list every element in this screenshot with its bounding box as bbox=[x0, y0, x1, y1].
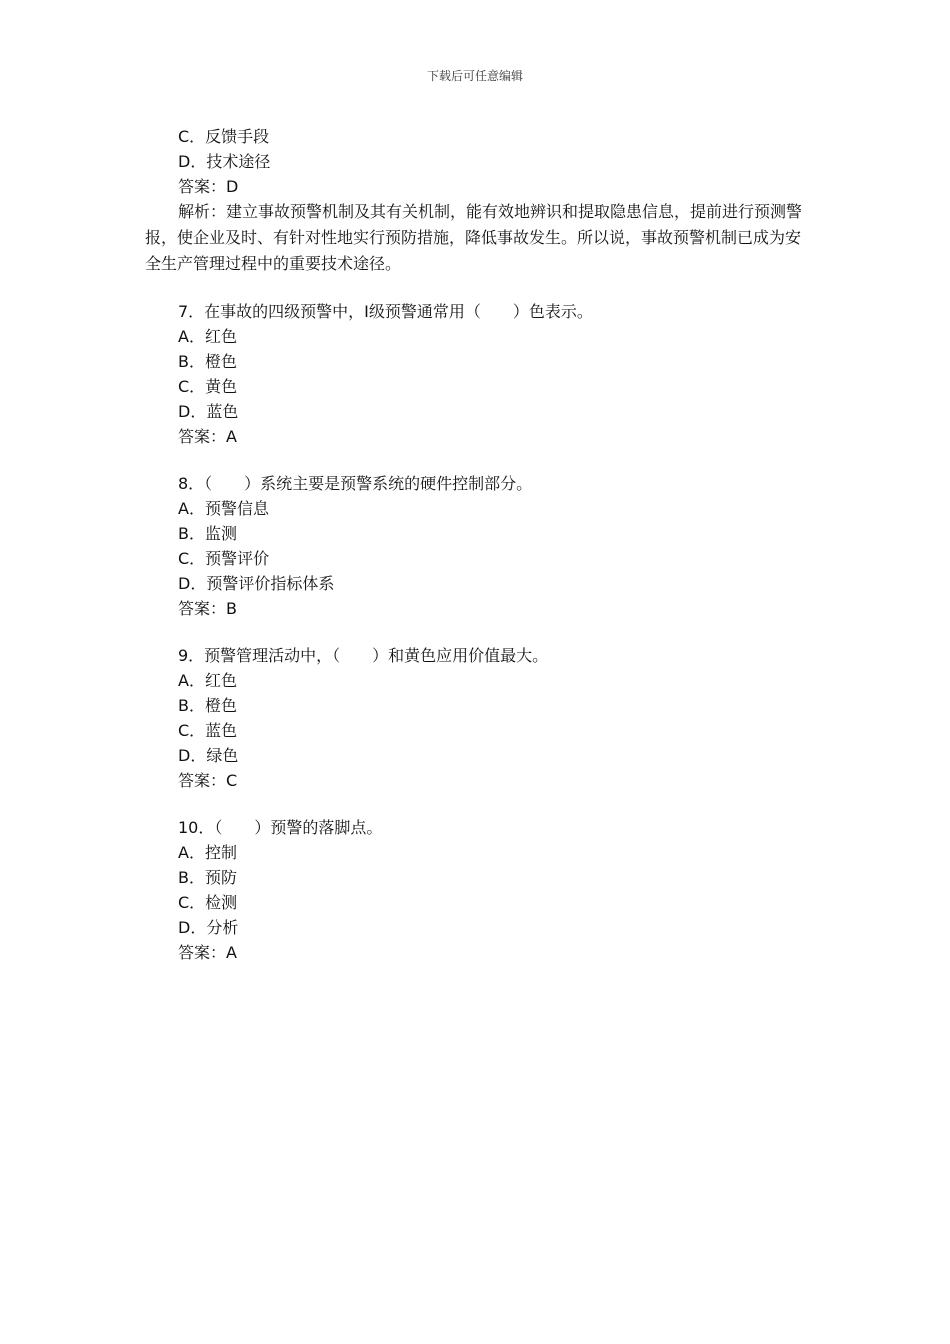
option-b: B．预防 bbox=[178, 868, 237, 887]
option-c: C．检测 bbox=[178, 893, 238, 912]
option-d: D．技术途径 bbox=[178, 152, 271, 171]
document-body bbox=[145, 124, 805, 965]
option-a: A．红色 bbox=[178, 671, 237, 690]
option-b: B．监测 bbox=[178, 524, 237, 543]
option-d: D．绿色 bbox=[178, 746, 239, 765]
option-a: A．控制 bbox=[178, 843, 237, 862]
question-stem: 9．预警管理活动中，（ ）和黄色应用价值最大。 bbox=[178, 646, 549, 665]
option-d: D．预警评价指标体系 bbox=[178, 574, 335, 593]
question-8 bbox=[145, 471, 805, 621]
option-d: D．分析 bbox=[178, 918, 239, 937]
option-c: C．反馈手段 bbox=[178, 127, 270, 146]
answer: 答案：D bbox=[178, 177, 239, 196]
option-a: A．预警信息 bbox=[178, 499, 269, 518]
option-d: D．蓝色 bbox=[178, 402, 239, 421]
answer: 答案：C bbox=[178, 771, 238, 790]
previous-question-tail bbox=[145, 124, 805, 277]
option-c: C．蓝色 bbox=[178, 721, 238, 740]
question-stem: 10．（ ）预警的落脚点。 bbox=[178, 818, 383, 837]
answer: 答案：A bbox=[178, 943, 237, 962]
question-stem: 7．在事故的四级预警中，Ⅰ级预警通常用（ ）色表示。 bbox=[178, 302, 593, 321]
question-stem: 8．（ ）系统主要是预警系统的硬件控制部分。 bbox=[178, 474, 533, 493]
answer: 答案：A bbox=[178, 427, 237, 446]
analysis: 解析：建立事故预警机制及其有关机制，能有效地辨识和提取隐患信息，提前进行预测警报，使企业及时、有针对性地实行预防措施，降低事故发生。所以说，事故预警机制已成为安全生产管理过程中的重要技术途径。 bbox=[145, 202, 803, 273]
question-7 bbox=[145, 299, 805, 449]
question-9 bbox=[145, 643, 805, 793]
answer: 答案：B bbox=[178, 599, 237, 618]
option-a: A．红色 bbox=[178, 327, 237, 346]
question-10 bbox=[145, 815, 805, 965]
page-header: 下载后可任意编辑 bbox=[426, 69, 523, 83]
option-c: C．预警评价 bbox=[178, 549, 270, 568]
option-b: B．橙色 bbox=[178, 352, 237, 371]
option-b: B．橙色 bbox=[178, 696, 237, 715]
option-c: C．黄色 bbox=[178, 377, 238, 396]
